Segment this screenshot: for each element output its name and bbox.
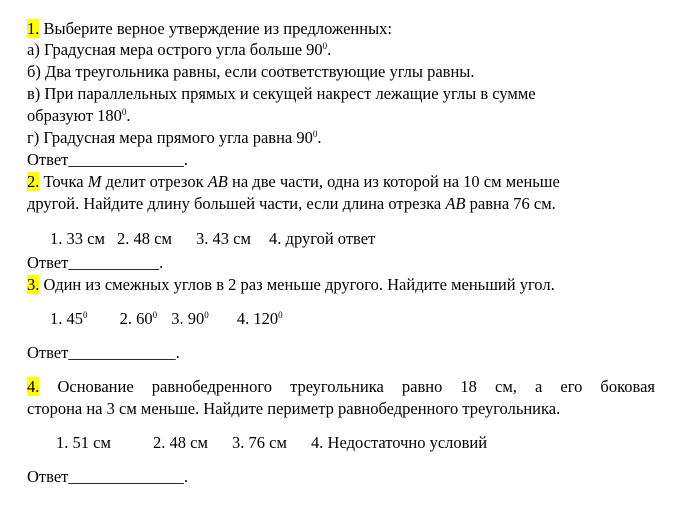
q3-answer: Ответ_____________.	[27, 343, 180, 362]
q1-option-c-line1: в) При параллельных прямых и секущей накрест лежащие углы в сумме	[27, 84, 536, 103]
q2-text-line1: 2. Точка М делит отрезок АВ на две части, одна из которой на 10 см меньше	[27, 172, 560, 191]
q3-option-3: 3. $90^0$	[171, 309, 209, 328]
q4-number: 4.	[27, 377, 40, 396]
q3-options	[50, 309, 283, 329]
q3-number: 3.	[27, 275, 40, 294]
segment-ab-2: АВ	[445, 194, 466, 213]
q2-option-1: 1. 33 см	[50, 229, 105, 248]
point-m: М	[87, 172, 102, 191]
q4-options	[56, 433, 487, 453]
q1-option-d: г) Градусная мера прямого угла равна $90^0$.	[27, 128, 322, 147]
q2-number: 2.	[27, 172, 40, 191]
q4-text-line1: 4. Основание равнобедренного треугольника равно 18 см, а его боковая	[27, 377, 655, 396]
q2-option-2: 2. 48 см	[117, 229, 172, 248]
q4-option-2: 2. 48 см	[153, 433, 208, 452]
q2-options	[50, 229, 375, 249]
q4-answer: Ответ______________.	[27, 467, 188, 486]
q1-number: 1.	[27, 19, 40, 38]
q1-option-a: а) Градусная мера острого угла больше $90^0$.	[27, 40, 332, 59]
q2-text-line2: другой. Найдите длину большей части, если длина отрезка АВ равна 76 см.	[27, 194, 556, 213]
q3-text: Один из смежных углов в 2 раз меньше другого. Найдите меньший угол.	[39, 275, 555, 294]
q3-option-2: 2. $60^0$	[119, 309, 158, 328]
q2-option-3: 3. 43 см	[196, 229, 251, 248]
segment-ab: АВ	[207, 172, 228, 191]
q1-title: Выберите верное утверждение из предложенных:	[43, 19, 392, 38]
q3-text-line	[27, 275, 555, 295]
q3-option-1: 1. $45^0$	[50, 309, 88, 328]
q4-option-4: 4. Недостаточно условий	[311, 433, 488, 452]
q4-option-1: 1. 51 см	[56, 433, 111, 452]
q3-option-4: 4. $120^0$	[236, 309, 283, 328]
q1-option-c-line2: образуют $180^0$.	[27, 106, 131, 125]
q1-title-line	[27, 19, 392, 39]
q1-answer: Ответ______________.	[27, 150, 188, 169]
q2-answer: Ответ___________.	[27, 253, 164, 272]
q4-text-line2: сторона на 3 см меньше. Найдите периметр равнобедренного треугольника.	[27, 399, 561, 418]
q1-option-b: б) Два треугольника равны, если соответствующие углы равны.	[27, 62, 475, 81]
q2-option-4: 4. другой ответ	[269, 229, 376, 248]
q4-option-3: 3. 76 см	[232, 433, 287, 452]
